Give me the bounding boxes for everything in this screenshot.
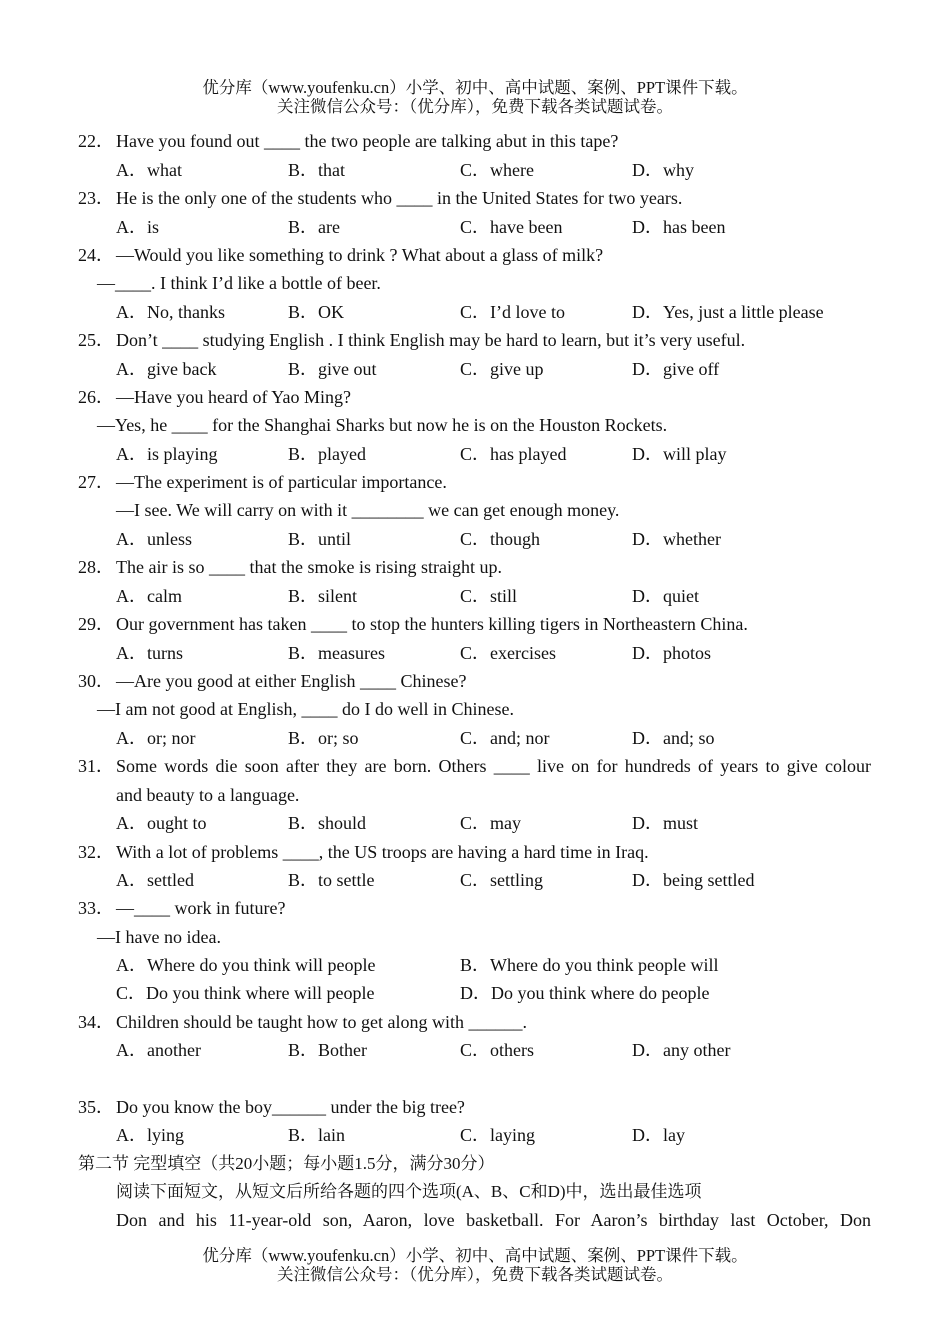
question-28-option-a: A．calm xyxy=(116,586,182,606)
question-33-option-a: A．Where do you think will people xyxy=(116,955,376,975)
question-31-option-c: C．may xyxy=(460,813,521,833)
question-26-number: 26． xyxy=(78,387,114,407)
question-25-option-d: D．give off xyxy=(632,359,720,379)
question-25-option-b: B．give out xyxy=(288,359,377,379)
question-28-stem: The air is so ____ that the smoke is rising straight up. xyxy=(116,557,502,577)
question-33-number: 33． xyxy=(78,898,114,918)
question-31-stem-line-2: and beauty to a language. xyxy=(116,785,300,805)
question-33-option-b: B．Where do you think people will xyxy=(460,955,719,975)
question-28-option-b: B．silent xyxy=(288,586,358,606)
page-footer-line-1: 优分库（www.youfenku.cn）小学、初中、高中试题、案例、PPT课件下载。 xyxy=(202,1246,748,1265)
question-26-option-d: D．will play xyxy=(632,444,727,464)
question-25-stem: Don’t ____ studying English . I think English may be hard to learn, but it’s very useful. xyxy=(116,330,746,350)
question-26-option-a: A．is playing xyxy=(116,444,218,464)
question-28-option-c: C．still xyxy=(460,586,518,606)
question-24-number: 24． xyxy=(78,245,114,265)
question-22-option-b: B．that xyxy=(288,160,345,180)
question-24-stem: —Would you like something to drink ? What about a glass of milk? xyxy=(116,245,604,265)
question-33-stem: —____ work in future? xyxy=(116,898,286,918)
question-25-option-a: A．give back xyxy=(116,359,217,379)
question-34-option-b: B．Bother xyxy=(288,1040,367,1060)
section-2-instruction: 阅读下面短文，从短文后所给各题的四个选项(A、B、C和D)中，选出最佳选项 xyxy=(116,1182,702,1201)
question-26-option-c: C．has played xyxy=(460,444,567,464)
question-31-stem: Some words die soon after they are born. Others ____ live on for hundreds of years to give colour xyxy=(116,756,871,776)
question-32-stem: With a lot of problems ____, the US troops are having a hard time in Iraq. xyxy=(116,842,649,862)
question-33-stem-line-2: —I have no idea. xyxy=(97,927,221,947)
question-27-number: 27． xyxy=(78,472,114,492)
question-28-number: 28． xyxy=(78,557,114,577)
question-35-number: 35． xyxy=(78,1097,114,1117)
question-24-option-b: B．OK xyxy=(288,302,345,322)
question-35-stem: Do you know the boy______ under the big tree? xyxy=(116,1097,465,1117)
question-25-option-c: C．give up xyxy=(460,359,544,379)
question-31-option-a: A．ought to xyxy=(116,813,207,833)
question-32-number: 32． xyxy=(78,842,114,862)
question-24-option-a: A．No, thanks xyxy=(116,302,225,322)
question-23-option-d: D．has been xyxy=(632,217,726,237)
question-29-option-d: D．photos xyxy=(632,643,712,663)
question-34-option-d: D．any other xyxy=(632,1040,731,1060)
question-35-option-c: C．laying xyxy=(460,1125,535,1145)
question-34-option-c: C．others xyxy=(460,1040,534,1060)
question-28-option-d: D．quiet xyxy=(632,586,699,606)
question-27-option-b: B．until xyxy=(288,529,352,549)
question-29-number: 29． xyxy=(78,614,114,634)
section-2-title: 第二节 完型填空（共20小题；每小题1.5分，满分30分） xyxy=(78,1154,495,1173)
question-33-option-c: C．Do you think where will people xyxy=(116,983,375,1003)
question-35-option-d: D．lay xyxy=(632,1125,685,1145)
question-32-option-c: C．settling xyxy=(460,870,544,890)
question-29-option-a: A．turns xyxy=(116,643,183,663)
question-30-option-c: C．and; nor xyxy=(460,728,550,748)
question-32-option-b: B．to settle xyxy=(288,870,375,890)
question-23-number: 23． xyxy=(78,188,114,208)
question-23-option-c: C．have been xyxy=(460,217,563,237)
question-26-stem-line-2: —Yes, he ____ for the Shanghai Sharks but now he is on the Houston Rockets. xyxy=(97,415,668,435)
question-29-stem: Our government has taken ____ to stop the hunters killing tigers in Northeastern China. xyxy=(116,614,748,634)
question-30-number: 30． xyxy=(78,671,114,691)
question-34-option-a: A．another xyxy=(116,1040,201,1060)
question-27-option-a: A．unless xyxy=(116,529,192,549)
question-29-option-b: B．measures xyxy=(288,643,385,663)
question-26-stem: —Have you heard of Yao Ming? xyxy=(116,387,351,407)
question-24-option-d: D．Yes, just a little please xyxy=(632,302,824,322)
question-32-option-a: A．settled xyxy=(116,870,194,890)
question-35-option-b: B．lain xyxy=(288,1125,345,1145)
passage-first-line: Don and his 11-year-old son, Aaron, love basketball. For Aaron’s birthday last October, Don xyxy=(116,1210,871,1230)
question-30-stem-line-2: —I am not good at English, ____ do I do well in Chinese. xyxy=(97,699,514,719)
question-31-option-b: B．should xyxy=(288,813,367,833)
question-27-stem-line-2: —I see. We will carry on with it ________ we can get enough money. xyxy=(116,500,620,520)
question-24-option-c: C．I’d love to xyxy=(460,302,565,322)
question-27-option-c: C．though xyxy=(460,529,541,549)
question-30-option-a: A．or; nor xyxy=(116,728,196,748)
page-header-line-2: 关注微信公众号：（优分库），免费下载各类试题试卷。 xyxy=(277,97,673,116)
question-22-option-c: C．where xyxy=(460,160,534,180)
page-footer-line-2: 关注微信公众号：（优分库），免费下载各类试题试卷。 xyxy=(277,1265,673,1284)
question-23-option-b: B．are xyxy=(288,217,340,237)
question-22-stem: Have you found out ____ the two people are talking abut in this tape? xyxy=(116,131,619,151)
question-31-number: 31． xyxy=(78,756,114,776)
question-27-option-d: D．whether xyxy=(632,529,721,549)
question-31-option-d: D．must xyxy=(632,813,699,833)
question-26-option-b: B．played xyxy=(288,444,366,464)
question-33-option-d: D．Do you think where do people xyxy=(460,983,710,1003)
question-30-option-d: D．and; so xyxy=(632,728,715,748)
question-34-stem: Children should be taught how to get along with ______. xyxy=(116,1012,527,1032)
question-35-option-a: A．lying xyxy=(116,1125,185,1145)
question-24-stem-line-2: —____. I think I’d like a bottle of beer. xyxy=(97,273,381,293)
question-22-option-a: A．what xyxy=(116,160,182,180)
question-27-stem: —The experiment is of particular importance. xyxy=(116,472,447,492)
page-header-line-1: 优分库（www.youfenku.cn）小学、初中、高中试题、案例、PPT课件下载。 xyxy=(202,78,748,97)
question-30-stem: —Are you good at either English ____ Chinese? xyxy=(116,671,467,691)
question-23-option-a: A．is xyxy=(116,217,160,237)
question-29-option-c: C．exercises xyxy=(460,643,556,663)
question-30-option-b: B．or; so xyxy=(288,728,359,748)
question-23-stem: He is the only one of the students who ____ in the United States for two years. xyxy=(116,188,683,208)
question-25-number: 25． xyxy=(78,330,114,350)
question-34-number: 34． xyxy=(78,1012,114,1032)
question-22-number: 22． xyxy=(78,131,114,151)
question-22-option-d: D．why xyxy=(632,160,694,180)
question-32-option-d: D．being settled xyxy=(632,870,755,890)
